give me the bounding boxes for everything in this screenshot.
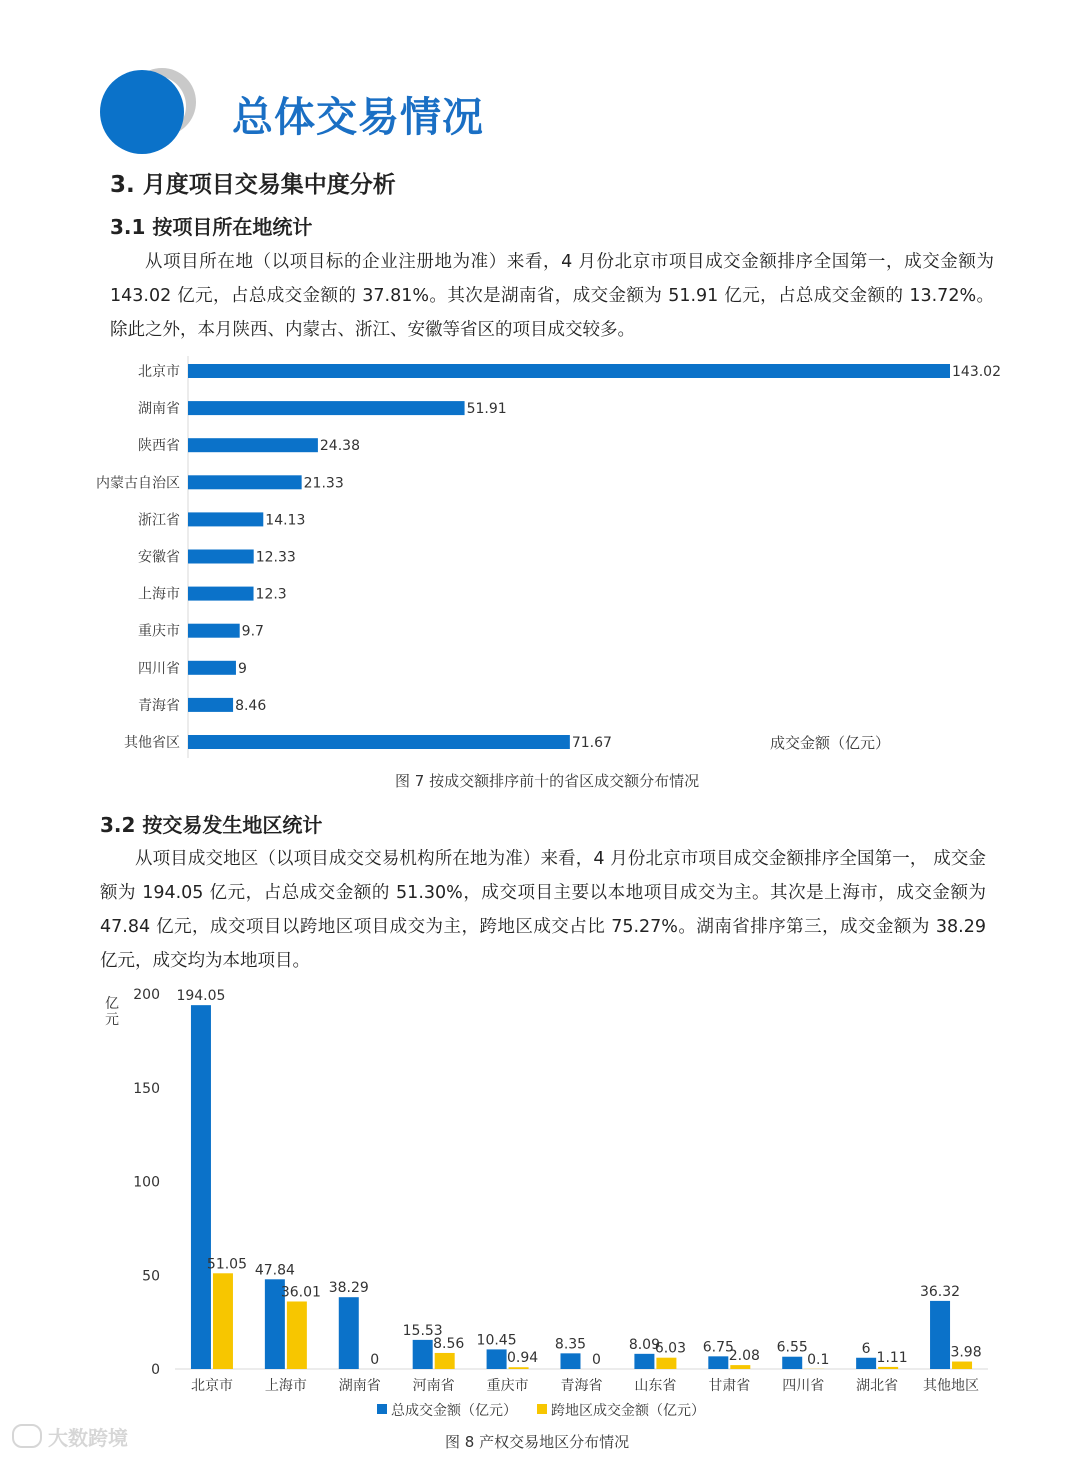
data-label-total: 8.35 [554,1336,587,1353]
data-label-total: 6 [861,1340,871,1357]
category-label: 湖北省 [856,1378,899,1394]
bar-cross-region [213,1273,233,1369]
bar-cross-region [878,1367,898,1369]
figure-caption-7: 图 7 按成交额排序前十的省区成交额分布情况 [395,772,700,790]
bar-cross-region [656,1358,676,1369]
bar [188,698,233,712]
category-label: 青海省 [138,697,180,714]
bar-total [561,1353,581,1369]
bar-total [708,1356,728,1369]
category-label: 安徽省 [138,549,180,566]
category-label: 陕西省 [138,438,180,455]
category-label: 浙江省 [138,512,180,529]
category-label: 重庆市 [486,1378,529,1394]
paragraph-location: 从项目所在地（以项目标的企业注册地为准）来看，4 月份北京市项目成交金额排序全国第一，成交金额为 143.02 亿元，占总成交金额的 37.81%。其次是湖南省，成交金额为 51.91 亿元，占总成交金额的 13.72%。除此之外，本月陕西、内蒙古、浙江、安徽等省区的项目成交较多。 [110,252,994,340]
bar-total [930,1301,950,1369]
data-label-total: 6.75 [702,1339,734,1356]
chart-province-amount [70,352,1010,762]
category-label: 青海省 [560,1378,603,1394]
section-heading: 3. 月度项目交易集中度分析 [110,172,396,198]
data-label-cross-region: 2.08 [728,1348,760,1365]
data-label-total: 10.45 [476,1332,517,1349]
bar-total [782,1357,802,1369]
data-label: 51.91 [466,401,507,418]
bar-total [634,1354,654,1369]
data-label-cross-region: 1.11 [876,1349,908,1366]
data-label-total: 8.09 [628,1336,660,1353]
bar-total [191,1005,211,1369]
bar-cross-region [952,1362,972,1369]
bar [188,624,240,638]
y-tick-label: 50 [142,1268,160,1285]
data-label: 8.46 [235,697,267,714]
bar-cross-region [730,1365,750,1369]
data-label-cross-region: 0.94 [507,1350,539,1367]
bar [188,438,318,452]
bar-total [413,1340,433,1369]
bar [188,735,570,749]
data-label-total: 194.05 [176,988,226,1005]
bar-total [339,1297,359,1369]
watermark [12,1422,128,1451]
paragraph-region: 从项目成交地区（以项目成交交易机构所在地为准）来看，4 月份北京市项目成交金额排序全国第一， 成交金额为 194.05 亿元，占总成交金额的 51.30%，成交项目主要以本地项目成交为主。其次是上海市，成交金额为 47.84 亿元，成交项目以跨地区项目成交为主，跨地区成交占比 75.27%。湖南省排序第三，成交金额为 38.29 亿元，成交均为本地项目。 [100,849,986,971]
data-label-total: 36.32 [919,1283,961,1300]
legend-swatch-cross-region [537,1404,547,1414]
section-logo-icon [100,68,204,156]
data-label-cross-region: 36.01 [280,1284,321,1301]
category-label: 上海市 [138,586,180,603]
data-label-cross-region: 0 [592,1352,601,1368]
y-tick-label: 100 [133,1174,160,1191]
category-label: 其他地区 [923,1378,980,1394]
category-label: 山东省 [634,1378,677,1394]
data-label-total: 38.29 [328,1280,369,1297]
bar [188,475,302,489]
data-label-cross-region: 3.98 [950,1344,982,1361]
data-label: 12.33 [255,549,296,566]
subsection-heading-location: 3.1 按项目所在地统计 [110,215,313,239]
page-title: 总体交易情况 [232,93,484,141]
category-label: 四川省 [138,660,180,677]
category-label: 河南省 [412,1378,455,1394]
data-label-cross-region: 8.56 [433,1335,465,1352]
data-label-total: 15.53 [402,1322,443,1339]
y-tick-label: 200 [133,987,160,1003]
bar-cross-region [435,1353,455,1369]
y-axis-unit-label: 亿 [105,996,119,1012]
category-label: 内蒙古自治区 [96,475,180,492]
data-label: 12.3 [255,586,287,603]
chart-region-distribution [70,980,1010,1425]
data-label: 9.7 [241,623,264,640]
data-label: 21.33 [303,475,344,492]
data-label-cross-region: 51.05 [206,1256,248,1273]
data-label: 14.13 [265,512,306,529]
legend-label-total: 总成交金额（亿元） [391,1403,517,1419]
category-label: 其他省区 [124,735,180,751]
category-label: 四川省 [782,1378,825,1394]
data-label-cross-region: 0.1 [807,1351,830,1368]
watermark-text: 大数跨境 [48,1426,128,1450]
data-label: 24.38 [319,438,360,455]
data-label-cross-region: 6.03 [654,1340,686,1357]
bar [188,587,254,601]
legend-swatch-total [377,1404,387,1414]
subsection-heading-region: 3.2 按交易发生地区统计 [100,813,323,837]
bar-total [856,1358,876,1369]
bar-cross-region [509,1367,529,1369]
category-label: 湖南省 [138,401,180,418]
bar [188,550,254,564]
category-label: 湖南省 [338,1378,381,1394]
bar-total [487,1349,507,1369]
y-axis-unit-label: 元 [105,1012,119,1028]
data-label: 71.67 [571,735,612,751]
legend-label-cross-region: 跨地区成交金额（亿元） [551,1403,705,1419]
category-label: 北京市 [138,364,180,380]
category-label: 上海市 [264,1378,307,1394]
figure-caption-8: 图 8 产权交易地区分布情况 [445,1433,630,1451]
bar [188,364,950,378]
bar [188,401,465,415]
data-label-total: 6.55 [776,1339,808,1356]
bar [188,661,236,675]
bar [188,512,263,526]
category-label: 甘肃省 [708,1378,751,1394]
data-label: 143.02 [952,364,1001,380]
y-tick-label: 150 [133,1080,160,1097]
data-label: 9 [237,660,247,677]
legend-label: 成交金额（亿元） [770,734,891,752]
category-label: 北京市 [190,1378,233,1394]
bar-cross-region [287,1301,307,1369]
watermark-logo-icon [12,1424,42,1448]
data-label-cross-region: 0 [370,1352,380,1368]
y-tick-label: 0 [151,1362,160,1378]
data-label-total: 47.84 [254,1262,295,1279]
category-label: 重庆市 [138,623,180,640]
